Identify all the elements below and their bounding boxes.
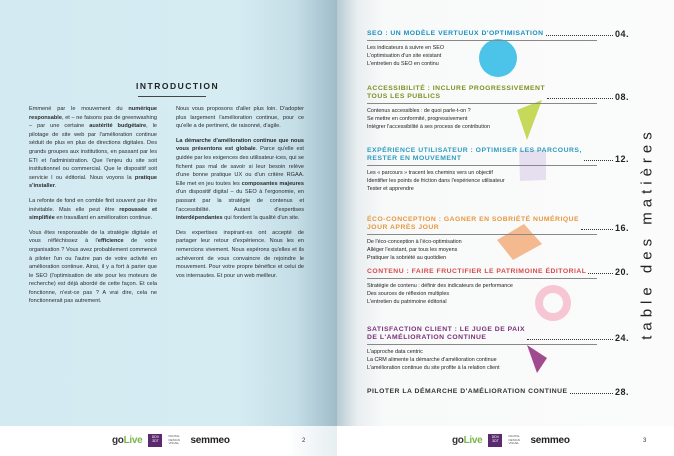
left-logos	[112, 434, 230, 447]
body-text: . Parce qu'elle est guidée par les exigences des utilisateur·ices, qui se fichent pas mal de savoir si leur besoin relève d'une bonne pratique UX ou d'un critère RGAA. Elle met en jeu toutes les	[176, 146, 304, 187]
title-rule	[138, 96, 206, 97]
page-number-right: 3	[643, 438, 647, 444]
left-footer	[0, 426, 337, 456]
body-text: Des expertises inspirant·es ont accepté de partager leur retour d'expérience. Nous les en remercions vivement. Nous espérons qu'elles et ils achèveront de vous convaincre de rejoindre le mouvement. Pour votre propre bénéfice et celui de vos internautes. Et pour un web meilleur.	[176, 229, 304, 279]
toc-subitem[interactable]: L'entretien du patrimoine éditorial	[367, 299, 447, 306]
toc-subitem[interactable]: L'amélioration continue du site profite à la relation client	[367, 365, 500, 372]
ddv-logo: DDV 3DT	[488, 434, 502, 447]
body-text: La refonte de fond en comble finit souvent par être inévitable. Mais elle peut être	[29, 197, 157, 213]
toc-subitem[interactable]: L'approche data centric	[367, 349, 423, 355]
toc-divider	[367, 344, 597, 345]
toc-subitem[interactable]: Les « parcours » tracent les chemins vers un objectif	[367, 170, 493, 176]
intro-paragraph	[176, 229, 304, 281]
body-text: , et – ne faisons pas de greenwashing – par une certaine	[29, 114, 157, 130]
toc-section-heading[interactable]	[367, 85, 629, 101]
toc-subitem[interactable]: L'entretien du SEO en continu	[367, 61, 439, 68]
toc-leader-dots	[581, 229, 613, 230]
intro-column-1	[29, 105, 157, 312]
toc-section-title: SATISFACTION CLIENT : LE JUGE DE PAIX DE L'AMÉLIORATION CONTINUE	[367, 326, 525, 341]
body-text: d'un dispositif digital – du SEO à l'ergonomie, en passant par la stratégie de contenus et l'accessibilité. Autant d'expertises	[176, 189, 304, 213]
toc-subitem[interactable]: Stratégie de contenu : définir des indicateurs de performance	[367, 283, 513, 289]
bold-text: La démarche d'amélioration continue que nous vous présentons est globale	[176, 137, 304, 153]
bold-text: interdépendantes	[176, 215, 223, 222]
toc-subitem[interactable]: Identifier les points de friction dans l'expérience utilisateur	[367, 178, 505, 185]
body-text: Vous êtes responsable de la stratégie digitale et vous réfléchissez à l'	[29, 229, 157, 245]
toc-page-number: 04.	[614, 29, 629, 39]
toc-section[interactable]	[367, 216, 629, 263]
toc-section-heading[interactable]	[367, 268, 629, 276]
toc-section[interactable]	[367, 30, 629, 69]
toc-page-number: 20.	[614, 267, 629, 277]
toc-leader-dots	[546, 35, 613, 36]
toc-subitem[interactable]: Tester et apprendre	[367, 186, 414, 193]
toc-section-heading[interactable]	[367, 388, 629, 396]
intro-column-2	[176, 105, 304, 286]
toc-leader-dots	[588, 273, 613, 274]
body-text: Emmené par le mouvement du	[29, 106, 129, 112]
body-text: en travaillant en amélioration continue.	[54, 215, 153, 222]
intro-title: INTRODUCTION	[136, 81, 220, 91]
toc-section-heading[interactable]	[367, 326, 629, 342]
toc-leader-dots	[584, 160, 613, 161]
toc-page-number: 16.	[614, 223, 629, 233]
toc-section[interactable]	[367, 147, 629, 194]
bold-text: austérité budgétaire	[89, 123, 147, 130]
toc-section[interactable]	[367, 268, 629, 307]
toc-subitem[interactable]: Les indicateurs à suivre en SEO	[367, 45, 445, 51]
body-text: .	[54, 183, 57, 190]
bold-text: composantes majeures	[241, 180, 304, 187]
toc-page-number: 12.	[614, 154, 629, 164]
intro-paragraph	[29, 229, 157, 306]
toc-subitem[interactable]: De l'éco-conception à l'éco-optimisation	[367, 239, 462, 245]
vertical-title-text: table des matières	[638, 127, 656, 340]
toc-divider	[367, 40, 597, 41]
intro-paragraph	[176, 137, 304, 223]
toc-section-heading[interactable]	[367, 216, 629, 232]
toc-section-title: PILOTER LA DÉMARCHE D'AMÉLIORATION CONTINUE	[367, 388, 568, 395]
semmeo-logo: semmeo	[190, 435, 230, 446]
toc-section-title: ACCESSIBILITÉ : INCLURE PROGRESSIVEMENT TOUS LES PUBLICS	[367, 85, 546, 100]
toc-subitem[interactable]: Se mettre en conformité, progressivement	[367, 116, 468, 123]
body-text: Nous vous proposons d'aller plus loin. D'adopter plus largement l'amélioration continue, pour ce qu'elle a de pertinent, de raisonné, d'agile.	[176, 106, 304, 130]
toc-subitem[interactable]: Intégrer l'accessibilité à ses process de contribution	[367, 124, 490, 131]
toc-leader-dots	[527, 339, 613, 340]
toc-page-number: 28.	[614, 387, 629, 397]
toc-divider	[367, 234, 597, 235]
bold-text: pratique s'installer	[29, 174, 157, 190]
right-page	[337, 0, 674, 456]
toc-subitem[interactable]: L'optimisation d'un site existant	[367, 53, 442, 60]
toc-section[interactable]	[367, 388, 629, 396]
toc-section-title: SEO : UN MODÈLE VERTUEUX D'OPTIMISATION	[367, 30, 544, 37]
toc-page-number: 24.	[614, 333, 629, 343]
toc-section-title: ÉCO-CONCEPTION : GAGNER EN SOBRIÉTÉ NUMÉRIQUE JOUR APRÈS JOUR	[367, 216, 580, 231]
intro-paragraph	[29, 197, 157, 223]
toc-leader-dots	[570, 393, 613, 394]
toc-subitem[interactable]: Des sources de réflexion multiples	[367, 291, 450, 298]
body-text: qui fondent la qualité d'un site.	[222, 215, 300, 222]
page-number-left: 2	[302, 438, 306, 444]
toc-section-title: EXPÉRIENCE UTILISATEUR : OPTIMISER LES PARCOURS, RESTER EN MOUVEMENT	[367, 147, 582, 162]
ddv-subtitle: DIGITAL DESIGN VISUEL	[168, 434, 180, 446]
bold-text: repoussée et simplifiée	[29, 206, 157, 222]
toc-section-heading[interactable]	[367, 30, 629, 38]
toc-section-heading[interactable]	[367, 147, 629, 163]
toc-page-number: 08.	[614, 92, 629, 102]
toc-section-title: CONTENU : FAIRE FRUCTIFIER LE PATRIMOINE ÉDITORIAL	[367, 268, 587, 275]
toc-divider	[367, 165, 597, 166]
golive-logo: goLive	[452, 435, 483, 446]
ddv-subtitle: DIGITAL DESIGN VISUEL	[508, 434, 520, 446]
bold-text: numérique responsable	[29, 106, 157, 121]
toc-divider	[367, 103, 597, 104]
body-text: de votre organisation ? Vous avez probablement commencé à piloter l'un ou l'autre pan de votre activité en amélioration continue. Ainsi, il y a fort à parier que le SEO (l'optimisation de site pour les moteurs de recherche) est déjà abordé de cette façon. Et cela fonctionne, n'est-ce pas ? A vrai dire, cela ne fonctionnerait pas autrement.	[29, 238, 157, 305]
body-text: , le pilotage de site web par l'amélioration continue séduit de plus en plus de directions digitales. Des grands groupes aux institutions, en passant par les ETI et l'administration. Que l'enjeu du site soit institutionnel ou commercial. Que le dispositif soit servicie l ou éditorial. Nous voyons la	[29, 123, 157, 181]
ddv-logo: DDV 3DT	[148, 434, 162, 447]
toc-section[interactable]	[367, 326, 629, 373]
toc-subitem[interactable]: Pratiquer la sobriété au quotidien	[367, 255, 447, 262]
semmeo-logo: semmeo	[530, 435, 570, 446]
toc-section[interactable]	[367, 85, 629, 132]
toc-subitem[interactable]: Contenus accessibles : de quoi parle-t-on ?	[367, 108, 471, 114]
toc-leader-dots	[547, 98, 613, 99]
toc-subitem[interactable]: La CRM alimente la démarche d'amélioration continue	[367, 357, 497, 364]
right-logos	[452, 434, 570, 447]
toc-subitem[interactable]: Alléger l'existant, par tous les moyens	[367, 247, 458, 254]
intro-paragraph	[176, 105, 304, 131]
intro-paragraph	[29, 105, 157, 191]
golive-logo: goLive	[112, 435, 143, 446]
bold-text: efficience	[97, 238, 124, 245]
toc-divider	[367, 278, 597, 279]
vertical-title	[637, 100, 657, 360]
right-footer	[337, 426, 674, 456]
